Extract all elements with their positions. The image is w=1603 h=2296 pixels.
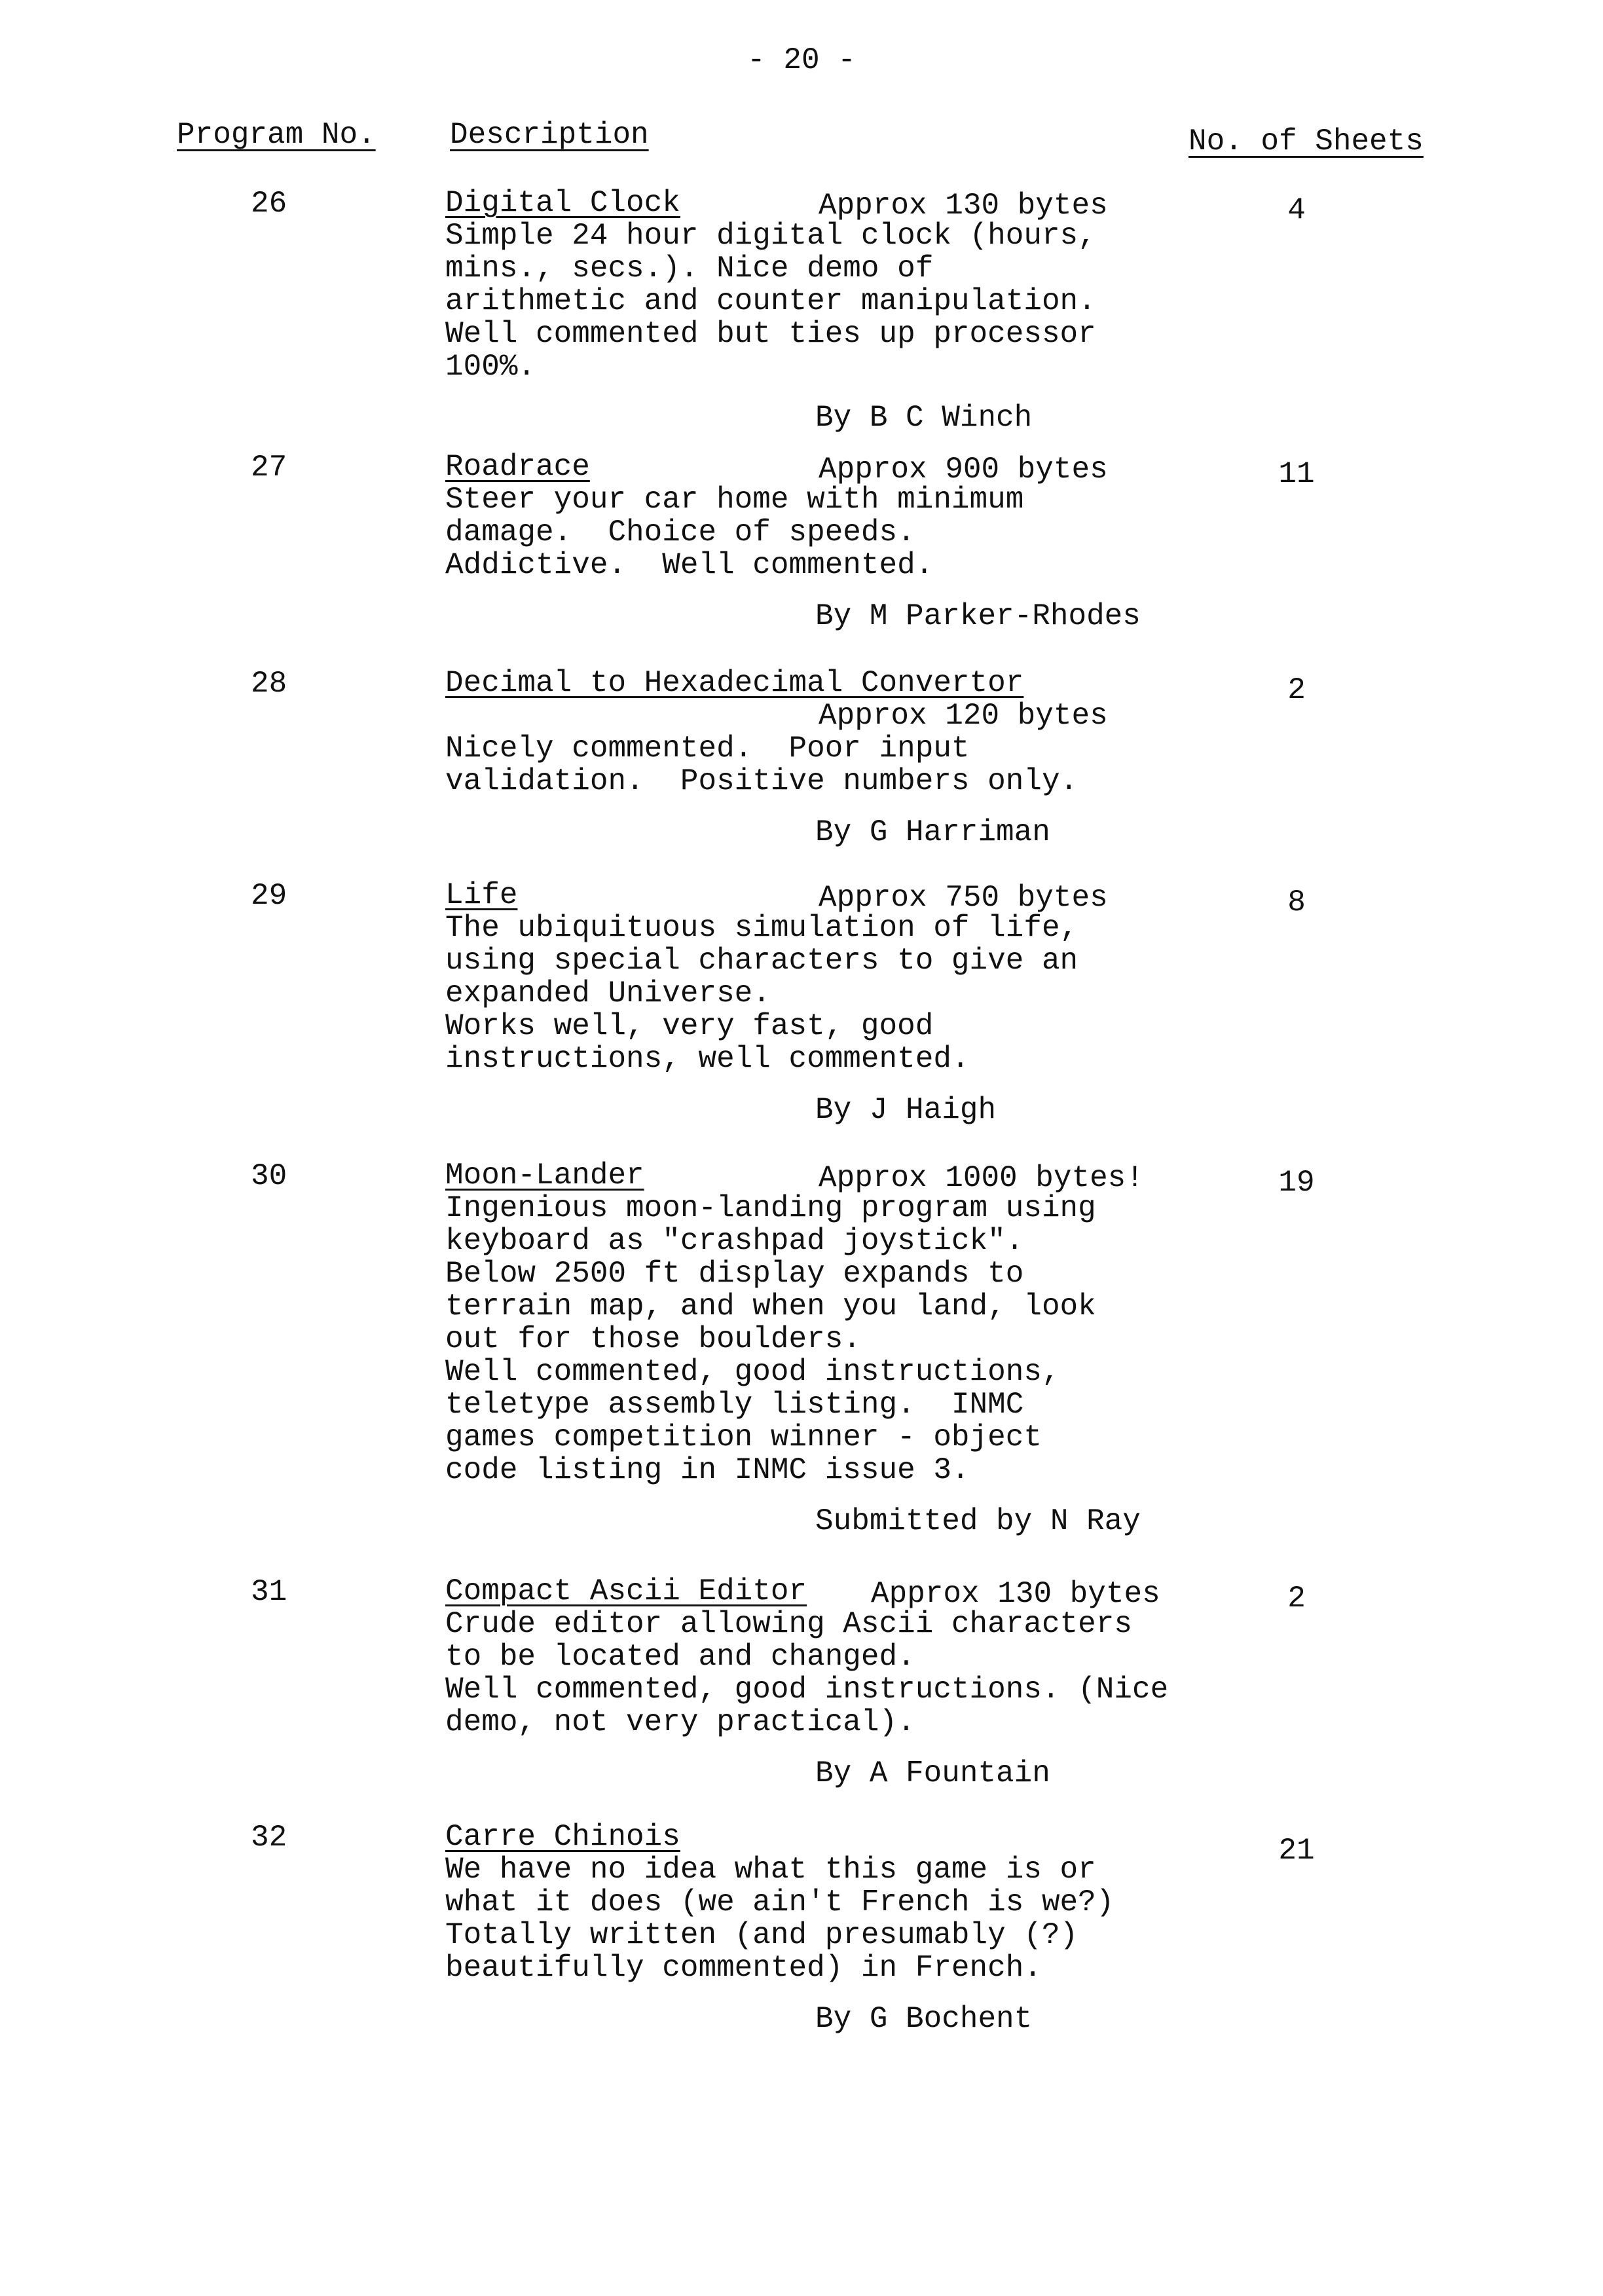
program-size: Approx 1000 bytes! [819, 1161, 1144, 1195]
description-line: demo, not very practical). [445, 1705, 915, 1739]
program-title: Carre Chinois [445, 1820, 680, 1854]
description-line: beautifully commented) in French. [445, 1951, 1042, 1985]
description-line: out for those boulders. [445, 1322, 861, 1356]
sheet-count: 21 [1278, 1834, 1315, 1868]
header-program-no: Program No. [177, 118, 376, 152]
program-author: Submitted by N Ray [815, 1504, 1141, 1538]
description-line: Works well, very fast, good [445, 1009, 934, 1043]
program-size: Approx 120 bytes [819, 699, 1108, 733]
description-line: Totally written (and presumably (?) [445, 1918, 1078, 1952]
program-number: 31 [251, 1575, 287, 1609]
program-title: Decimal to Hexadecimal Convertor [445, 666, 1024, 700]
description-line: code listing in INMC issue 3. [445, 1453, 970, 1487]
program-description [445, 1159, 1264, 1538]
program-author: By G Bochent [815, 2002, 1033, 2036]
header-no-of-sheets: No. of Sheets [1188, 124, 1424, 158]
description-line: to be located and changed. [445, 1640, 915, 1674]
description-line: mins., secs.). Nice demo of [445, 251, 934, 286]
program-description [445, 451, 1264, 633]
program-description [445, 1575, 1264, 1790]
description-line: Well commented, good instructions, [445, 1355, 1060, 1389]
program-number: 30 [251, 1159, 287, 1193]
program-title: Roadrace [445, 450, 590, 484]
description-line: The ubiquituous simulation of life, [445, 911, 1078, 945]
program-description [445, 1821, 1264, 2035]
program-size: Approx 900 bytes [819, 453, 1108, 487]
program-number: 28 [251, 667, 287, 701]
description-line: damage. Choice of speeds. [445, 515, 915, 549]
program-description [445, 187, 1264, 434]
sheet-count: 19 [1278, 1166, 1315, 1200]
description-line: using special characters to give an [445, 944, 1078, 978]
program-author: By M Parker-Rhodes [815, 599, 1141, 633]
description-line: Ingenious moon-landing program using [445, 1191, 1096, 1225]
program-number: 27 [251, 451, 287, 485]
description-line: instructions, well commented. [445, 1042, 970, 1076]
sheet-count: 11 [1278, 457, 1315, 491]
program-description [445, 667, 1264, 849]
description-line: expanded Universe. [445, 976, 771, 1010]
program-title: Life [445, 878, 518, 912]
description-line: Nicely commented. Poor input [445, 731, 970, 766]
program-number: 29 [251, 879, 287, 913]
page-number: - 20 - [747, 43, 856, 77]
program-number: 32 [251, 1821, 287, 1855]
description-line: Below 2500 ft display expands to [445, 1257, 1024, 1291]
description-line: 100%. [445, 350, 536, 384]
program-author: By J Haigh [815, 1093, 997, 1127]
header-description: Description [450, 118, 649, 152]
sheet-count: 2 [1287, 673, 1306, 707]
sheet-count: 8 [1287, 885, 1306, 919]
sheet-count: 4 [1287, 193, 1306, 227]
program-size: Approx 750 bytes [819, 881, 1108, 915]
program-size: Approx 130 bytes [819, 189, 1108, 223]
description-line: Addictive. Well commented. [445, 548, 934, 582]
description-line: Steer your car home with minimum [445, 483, 1024, 517]
description-line: Well commented, good instructions. (Nice [445, 1673, 1169, 1707]
description-line: We have no idea what this game is or [445, 1853, 1096, 1887]
program-author: By B C Winch [815, 401, 1033, 435]
description-line: arithmetic and counter manipulation. [445, 284, 1096, 318]
description-line: Well commented but ties up processor [445, 317, 1096, 351]
program-title: Digital Clock [445, 186, 680, 220]
program-description [445, 879, 1264, 1126]
description-line: Crude editor allowing Ascii characters [445, 1607, 1132, 1641]
description-line: validation. Positive numbers only. [445, 764, 1078, 798]
program-author: By G Harriman [815, 815, 1050, 849]
description-line: keyboard as "crashpad joystick". [445, 1224, 1024, 1258]
description-line: teletype assembly listing. INMC [445, 1388, 1024, 1422]
program-title: Compact Ascii Editor [445, 1574, 807, 1608]
description-line: what it does (we ain't French is we?) [445, 1885, 1115, 1919]
program-size: Approx 130 bytes [871, 1577, 1160, 1611]
description-line: Simple 24 hour digital clock (hours, [445, 219, 1096, 253]
sheet-count: 2 [1287, 1582, 1306, 1616]
program-title: Moon-Lander [445, 1158, 644, 1193]
program-author: By A Fountain [815, 1756, 1050, 1790]
program-number: 26 [251, 187, 287, 221]
description-line: games competition winner - object [445, 1420, 1042, 1454]
description-line: terrain map, and when you land, look [445, 1289, 1096, 1324]
